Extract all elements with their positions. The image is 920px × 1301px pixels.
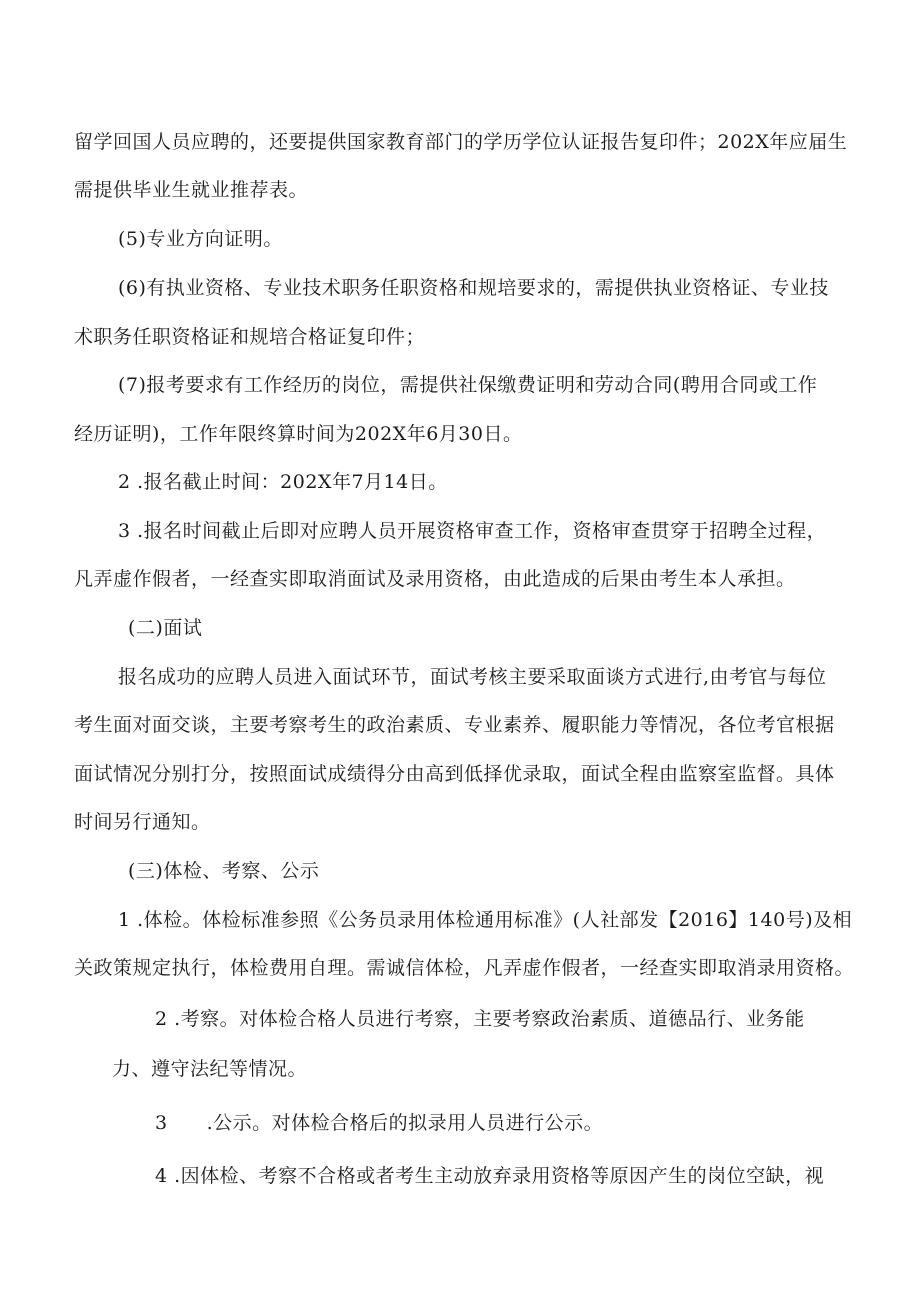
text-line: 4 .因体检、考察不合格或者考生主动放弃录用资格等原因产生的岗位空缺，视 xyxy=(155,1165,825,1187)
text-line: 1 .体检。体检标准参照《公务员录用体检通用标准》(人社部发【2016】140号)及相 xyxy=(118,909,853,931)
section-heading: (三)体检、考察、公示 xyxy=(128,860,320,882)
text-line: 考生面对面交谈，主要考察考生的政治素质、专业素养、履职能力等情况，各位考官根据 xyxy=(74,714,835,736)
text-line: (6)有执业资格、专业技术职务任职资格和规培要求的，需提供执业资格证、专业技 xyxy=(118,277,829,299)
text-line: 面试情况分别打分，按照面试成绩得分由高到低择优录取，面试全程由监察室监督。具体 xyxy=(74,763,835,785)
text-line: 时间另行通知。 xyxy=(74,811,211,833)
text-line: 2 .报名截止时间：202X年7月14日。 xyxy=(118,471,448,493)
text-line: 力、遵守法纪等情况。 xyxy=(112,1058,308,1080)
text-line: 经历证明)，工作年限终算时间为202X年6月30日。 xyxy=(74,423,523,445)
section-heading: (二)面试 xyxy=(128,617,203,639)
text-line: 留学回国人员应聘的，还要提供国家教育部门的学历学位认证报告复印件；202X年应届生 xyxy=(74,131,848,153)
text-line: 关政策规定执行，体检费用自理。需诚信体检，凡弄虚作假者，一经查实即取消录用资格。 xyxy=(74,957,855,979)
text-line: 3 .报名时间截止后即对应聘人员开展资格审查工作，资格审查贯穿于招聘全过程， xyxy=(118,520,827,542)
text-line: (7)报考要求有工作经历的岗位，需提供社保缴费证明和劳动合同(聘用合同或工作 xyxy=(118,374,818,396)
text-line: 需提供毕业生就业推荐表。 xyxy=(74,179,309,201)
text-line: 凡弄虚作假者，一经查实即取消面试及录用资格，由此造成的后果由考生本人承担。 xyxy=(74,568,796,590)
text-line: 3 .公示。对体检合格后的拟录用人员进行公示。 xyxy=(155,1112,604,1134)
text-line: (5)专业方向证明。 xyxy=(118,228,283,250)
text-line: 术职务任职资格证和规培合格证复印件； xyxy=(74,326,426,348)
text-line: 报名成功的应聘人员进入面试环节，面试考核主要采取面谈方式进行,由考官与每位 xyxy=(118,666,827,688)
text-line: 2 .考察。对体检合格人员进行考察，主要考察政治素质、道德品行、业务能 xyxy=(155,1008,805,1030)
